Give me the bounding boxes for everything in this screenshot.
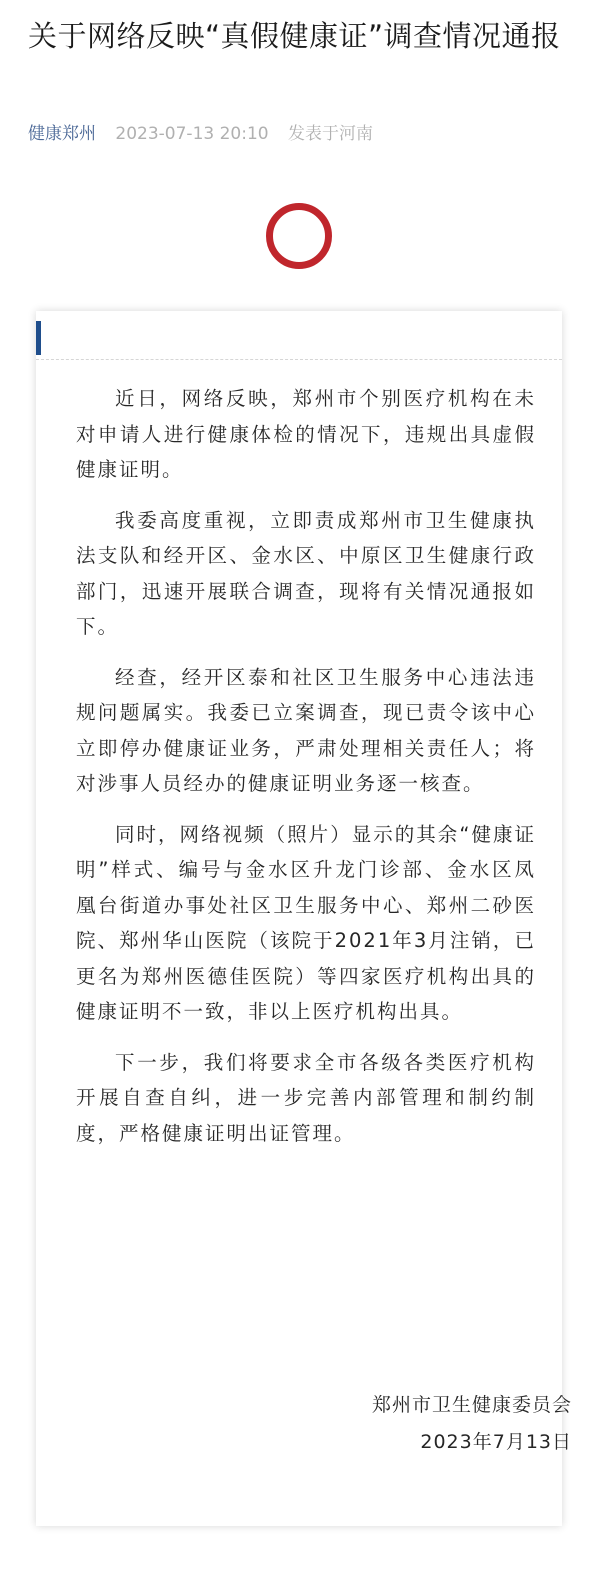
card-header bbox=[36, 311, 562, 360]
article-meta bbox=[28, 122, 387, 146]
paragraph: 近日，网络反映，郑州市个别医疗机构在未对申请人进行健康体检的情况下，违规出具虚假健康证明。 bbox=[76, 387, 536, 481]
red-circle-icon bbox=[266, 203, 332, 269]
article-title: 关于网络反映“真假健康证”调查情况通报 bbox=[28, 19, 561, 53]
signature-org: 郑州市卫生健康委员会 bbox=[371, 1394, 572, 1416]
paragraph: 下一步，我们将要求全市各级各类医疗机构开展自查自纠，进一步完善内部管理和制约制度，严格健康证明出证管理。 bbox=[76, 1050, 536, 1145]
publish-location: 发表于河南 bbox=[288, 124, 374, 144]
paragraph: 我委高度重视，立即责成郑州市卫生健康执法支队和经开区、金水区、中原区卫生健康行政部门，迅速开展联合调查，现将有关情况通报如下。 bbox=[76, 508, 536, 638]
signature-date: 2023年7月13日 bbox=[420, 1431, 572, 1453]
notice-card bbox=[36, 311, 562, 1526]
paragraph: 经查，经开区泰和社区卫生服务中心违法违规问题属实。我委已立案调查，现已责令该中心立即停办健康证业务，严肃处理相关责任人；将对涉事人员经办的健康证明业务逐一核查。 bbox=[76, 665, 536, 795]
account-name-link[interactable]: 健康郑州 bbox=[28, 124, 96, 144]
paragraph: 同时，网络视频（照片）显示的其余“健康证明”样式、编号与金水区升龙门诊部、金水区凤凰台街道办事处社区卫生服务中心、郑州二砂医院、郑州华山医院（该院于2021年3月注销，已更名为郑州医德佳医院）等四家医疗机构出具的健康证明不一致，非以上医疗机构出具。 bbox=[76, 822, 536, 1023]
publish-datetime: 2023-07-13 20:10 bbox=[115, 124, 269, 144]
signature-block bbox=[372, 1387, 572, 1461]
notice-body bbox=[76, 381, 536, 1166]
accent-bar bbox=[36, 321, 41, 355]
